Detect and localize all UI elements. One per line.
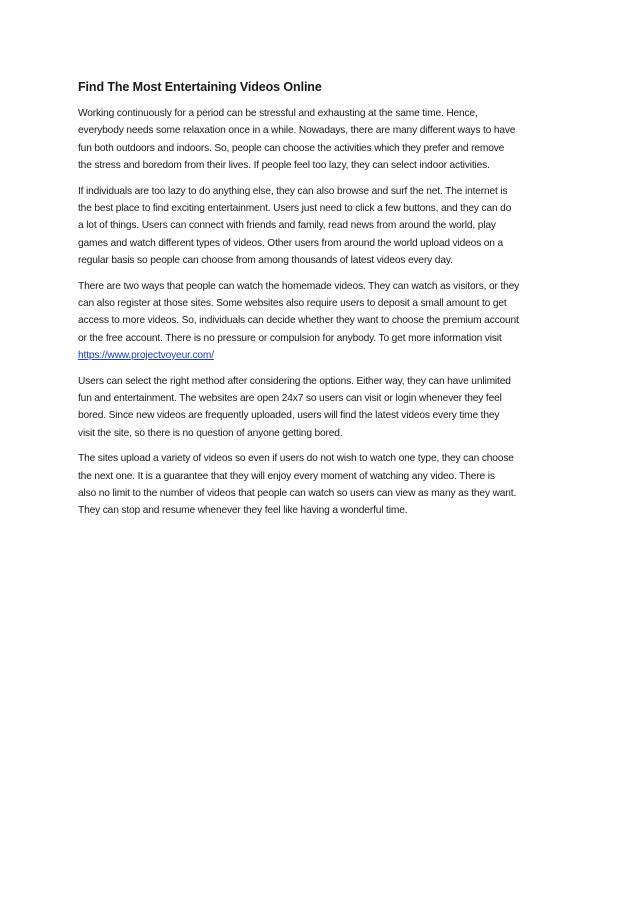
paragraph-3: [78, 278, 564, 364]
text-line: everybody needs some relaxation once in a while. Nowadays, there are many different ways to have: [78, 125, 516, 137]
text-line: visit the site, so there is no question of anyone getting bored.: [78, 427, 343, 439]
text-line: can also register at those sites. Some websites also require users to deposit a small amount to get: [78, 297, 507, 309]
document-page: [78, 78, 564, 528]
text-line: There are two ways that people can watch the homemade videos. They can watch as visitors, or they: [78, 280, 520, 292]
text-line: or the free account. There is no pressure or compulsion for anybody. To get more information visit: [78, 332, 502, 344]
text-line: They can stop and resume whenever they feel like having a wonderful time.: [78, 505, 408, 517]
text-line: The sites upload a variety of videos so even if users do not wish to watch one type, they can choose: [78, 453, 514, 465]
text-line: also no limit to the number of videos that people can watch so users can view as many as they want.: [78, 487, 517, 499]
paragraph-1: [78, 105, 564, 174]
text-line: the best place to find exciting entertainment. Users just need to click a few buttons, and they can do: [78, 202, 512, 214]
text-line: fun both outdoors and indoors. So, people can choose the activities which they prefer and remove: [78, 142, 505, 154]
paragraph-4: [78, 373, 564, 442]
page-title: Find The Most Entertaining Videos Online: [78, 80, 322, 94]
paragraph-2: [78, 183, 564, 269]
text-line: games and watch different types of videos. Other users from around the world upload videos on a: [78, 237, 504, 249]
text-line: Working continuously for a period can be stressful and exhausting at the same time. Hence,: [78, 108, 478, 119]
text-line: the next one. It is a guarantee that they will enjoy every moment of watching any video. There is: [78, 470, 495, 482]
text-line: bored. Since new videos are frequently uploaded, users will find the latest videos every time they: [78, 410, 500, 422]
text-line: regular basis so people can choose from among thousands of latest videos every day.: [78, 254, 453, 266]
text-line: Users can select the right method after considering the options. Either way, they can have unlimited: [78, 375, 511, 387]
text-line: access to more videos. So, individuals can decide whether they want to choose the premium account: [78, 315, 519, 327]
paragraph-5: [78, 450, 564, 519]
text-line: the stress and boredom from their lives. If people feel too lazy, they can select indoor activities.: [78, 159, 490, 171]
website-link[interactable]: https://www.projectvoyeur.com/: [78, 349, 214, 361]
text-line: a lot of things. Users can connect with friends and family, read news from around the world, play: [78, 220, 496, 232]
text-line: If individuals are too lazy to do anything else, they can also browse and surf the net. The internet is: [78, 185, 508, 197]
text-line: fun and entertainment. The websites are open 24x7 so users can visit or login whenever they feel: [78, 392, 502, 404]
